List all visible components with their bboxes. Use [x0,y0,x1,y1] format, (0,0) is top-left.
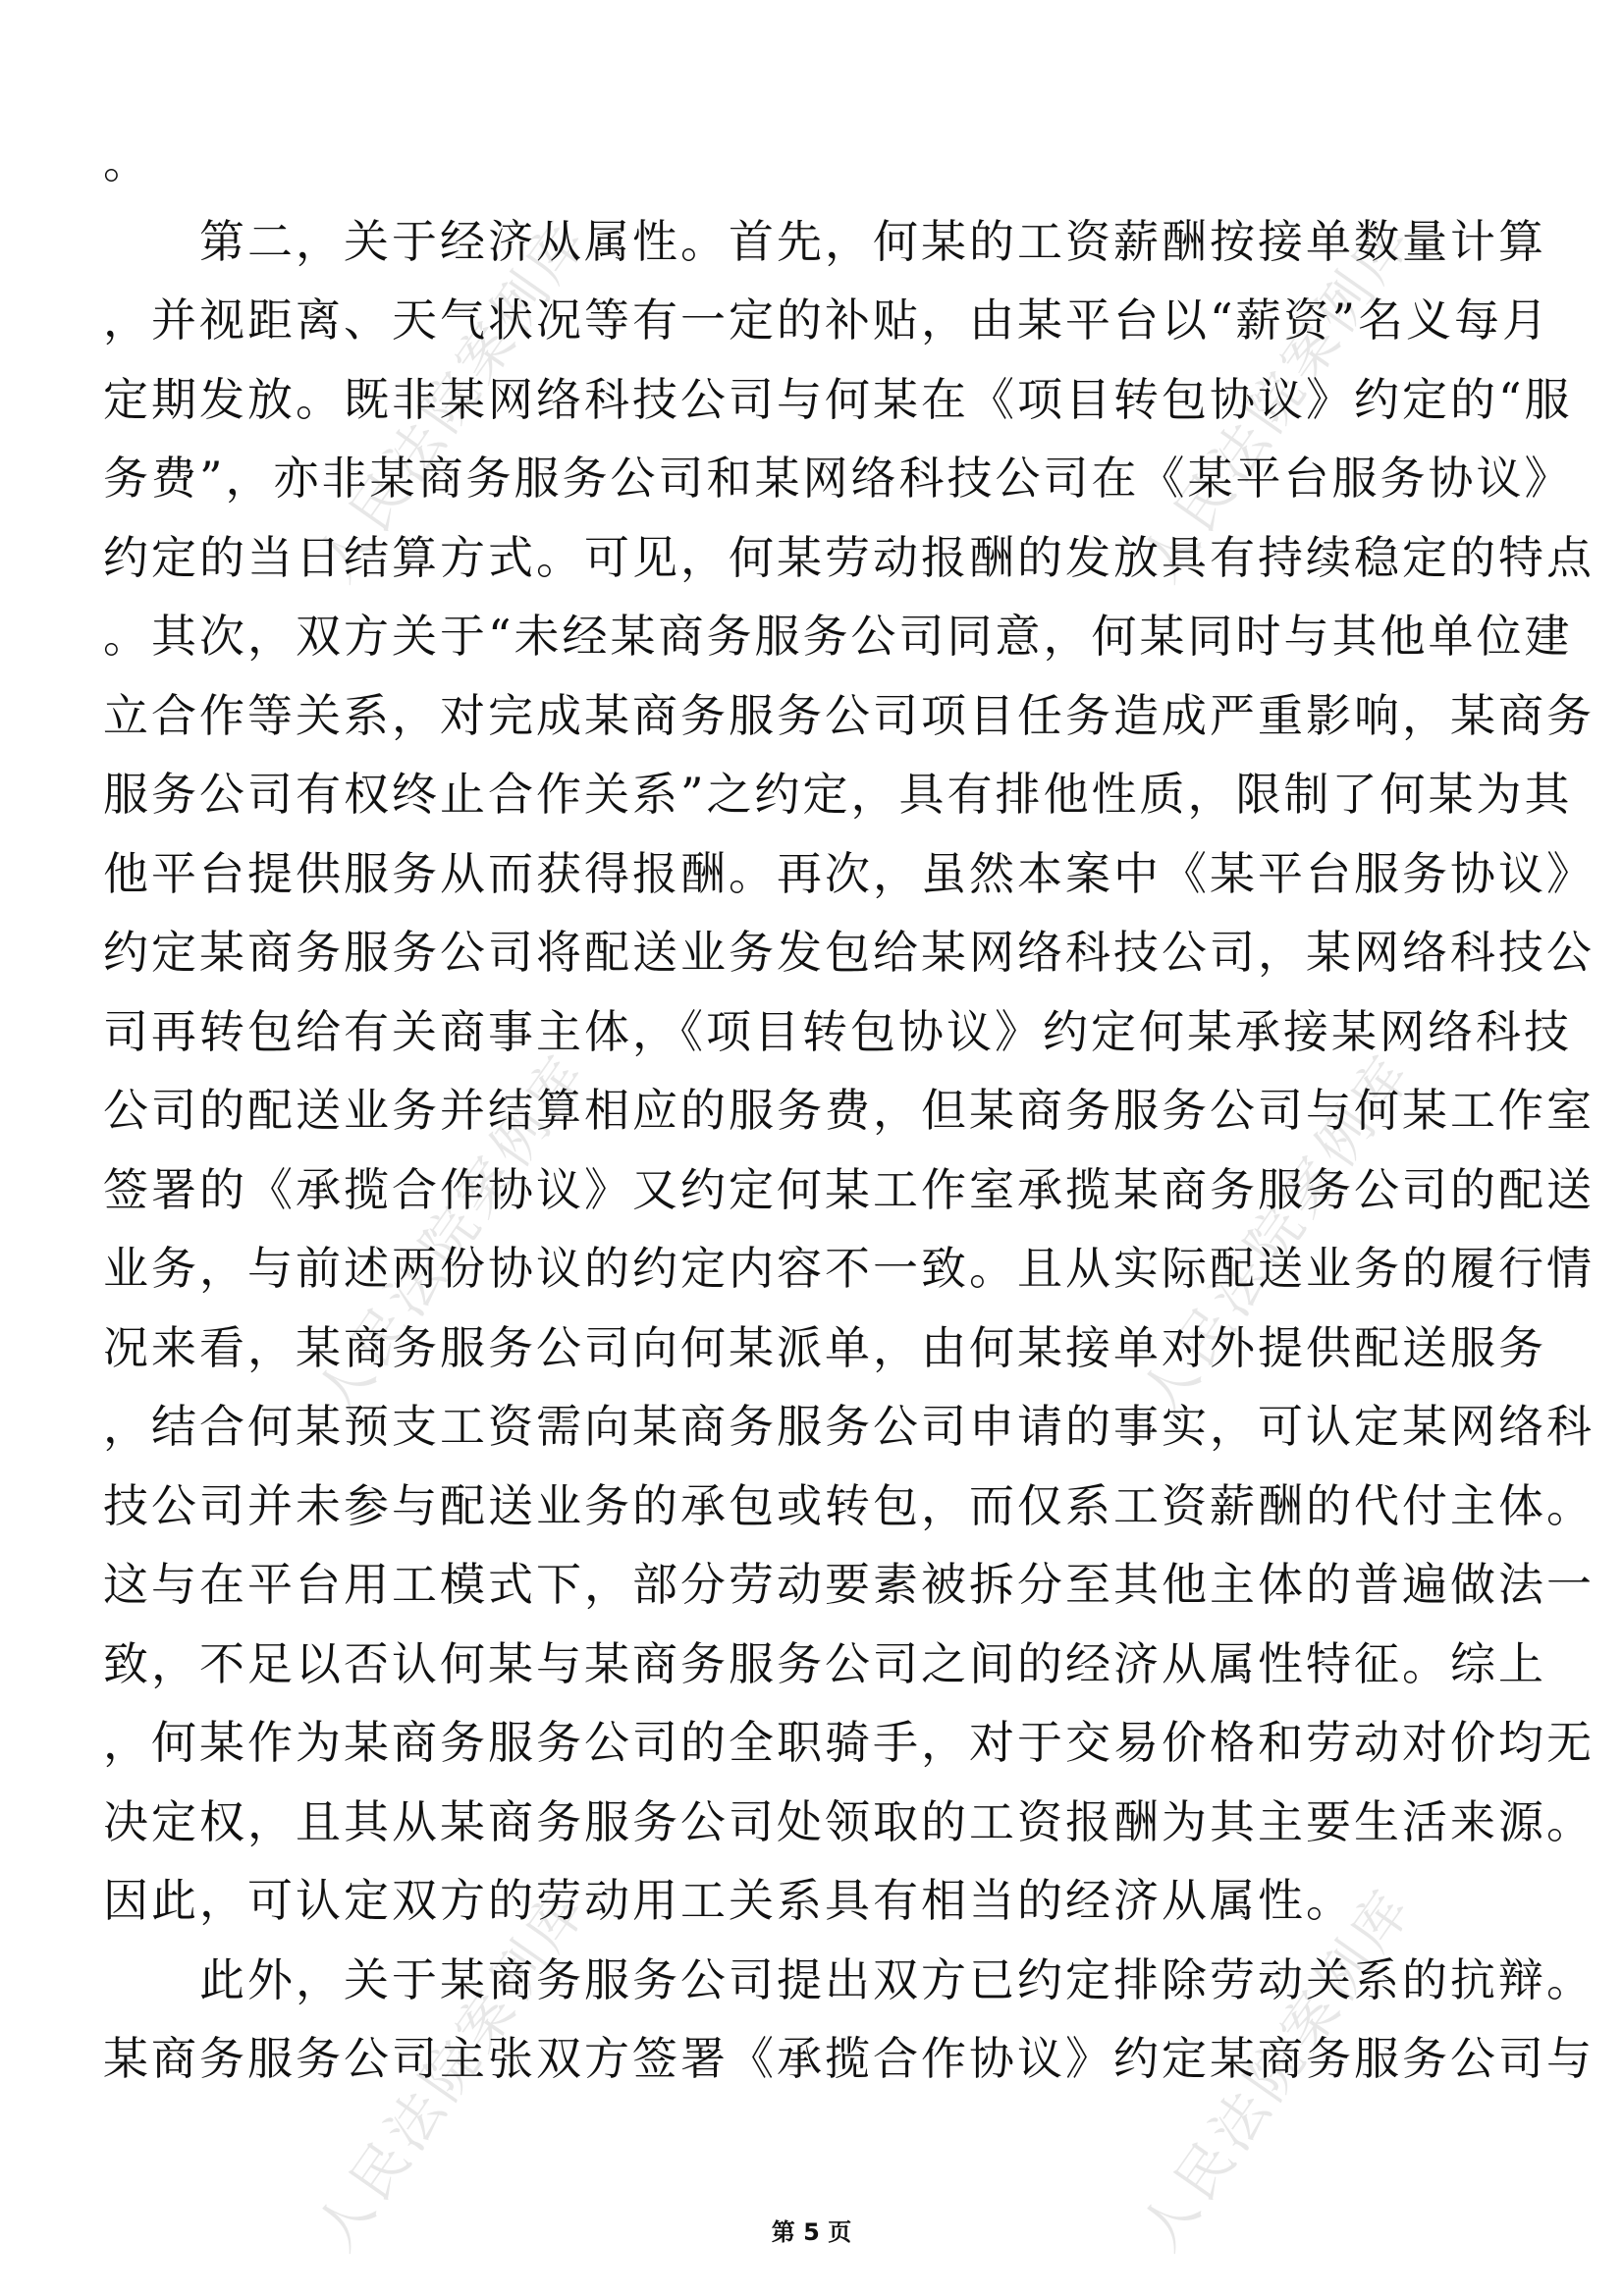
watermark-bottom-left: 人民法院案例库 [303,1876,602,2263]
text-line: 约定某商务服务公司将配送业务发包给某网络科技公司，某网络科技公 [103,926,1595,979]
text-line: 此外，关于某商务服务公司提出双方已约定排除劳动关系的抗辩。 [103,1952,1595,2006]
text-line: 某商务服务公司主张双方签署《承揽合作协议》约定某商务服务公司与 [103,2032,1595,2085]
text-line: 决定权，且其从某商务服务公司处领取的工资报酬为其主要生活来源。 [103,1794,1595,1848]
text-line: 业务，与前述两份协议的约定内容不一致。且从实际配送业务的履行情 [103,1242,1595,1295]
page-number: 第 5 页 [771,2218,852,2246]
text-line: 况来看，某商务服务公司向何某派单，由何某接单对外提供配送服务 [103,1320,1546,1374]
watermark-middle-right: 人民法院案例库 [1128,1041,1427,1428]
text-line: 签署的《承揽合作协议》又约定何某工作室承揽某商务服务公司的配送 [103,1162,1595,1216]
text-line: 约定的当日结算方式。可见，何某劳动报酬的发放具有持续稳定的特点 [103,530,1595,584]
text-line: ，结合何某预支工资需向某商务服务公司申请的事实，可认定某网络科 [103,1400,1595,1453]
text-line: 第二，关于经济从属性。首先，何某的工资薪酬按接单数量计算 [103,214,1546,268]
text-line: 。其次，双方关于“未经某商务服务公司同意，何某同时与其他单位建 [103,610,1573,663]
text-line: 技公司并未参与配送业务的承包或转包，而仅系工资薪酬的代付主体。 [103,1478,1595,1532]
watermark-middle-left: 人民法院案例库 [303,1041,602,1428]
text-line: ，何某作为某商务服务公司的全职骑手，对于交易价格和劳动对价均无 [103,1716,1595,1769]
text-line: 因此，可认定双方的劳动用工关系具有相当的经济从属性。 [103,1874,1354,1927]
text-line: ，并视距离、天气状况等有一定的补贴，由某平台以“薪资”名义每月 [103,294,1551,347]
text-line: 公司的配送业务并结算相应的服务费，但某商务服务公司与何某工作室 [103,1084,1595,1137]
text-line: 他平台提供服务从而获得报酬。再次，虽然本案中《某平台服务协议》 [103,846,1595,900]
watermark-top-right: 人民法院案例库 [1128,207,1427,594]
watermark-bottom-right: 人民法院案例库 [1128,1876,1427,2263]
text-line: 司再转包给有关商事主体，《项目转包协议》约定何某承接某网络科技 [103,1004,1572,1058]
text-line: 。 [103,135,151,188]
watermark-top-left: 人民法院案例库 [303,207,602,594]
text-line: 定期发放。既非某网络科技公司与何某在《项目转包协议》约定的“服 [103,372,1573,426]
text-line: 立合作等关系，对完成某商务服务公司项目任务造成严重影响，某商务 [103,688,1595,742]
text-line: 务费”，亦非某商务服务公司和某网络科技公司在《某平台服务协议》 [103,452,1573,505]
text-line: 致，不足以否认何某与某商务服务公司之间的经济从属性特征。综上 [103,1636,1546,1690]
text-line: 服务公司有权终止合作关系”之约定，具有排他性质，限制了何某为其 [103,768,1573,821]
text-line: 这与在平台用工模式下，部分劳动要素被拆分至其他主体的普遍做法一 [103,1558,1595,1611]
body-text [103,123,1595,2099]
